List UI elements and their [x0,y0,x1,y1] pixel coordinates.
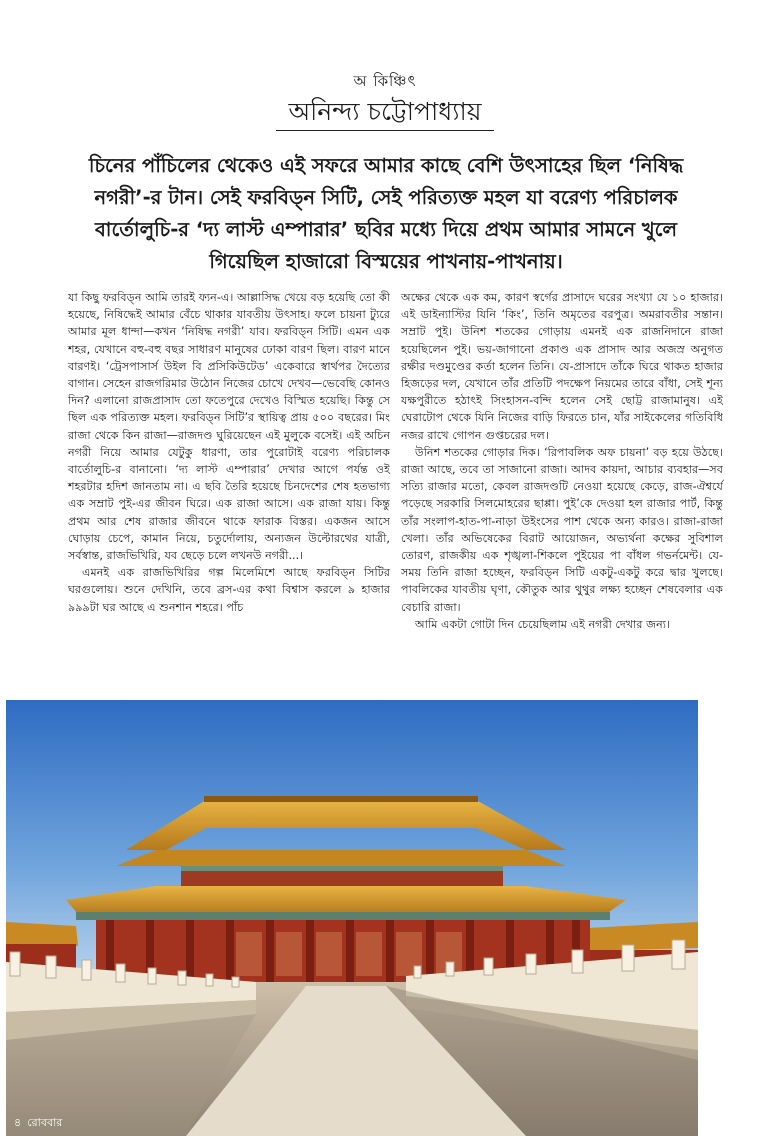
page-number: ৪ [14,1116,22,1129]
page-folio [14,1114,62,1133]
column-kicker: অ কিঞ্চিৎ [353,72,417,90]
paragraph: উনিশ শতকের গোড়ার দিক। ‘রিপাবলিক অফ চায়না’ বড় হয়ে উঠছে। রাজা আছে, তবে তা সাজানো রাজা। আদব কায়দা, আচার ব্যবহার—সব সত্যি রাজার মতো, কেবল রাজদণ্ডটি নেওয়া হয়েছে কেড়ে, রাজ-ঐশ্বর্যে পড়েছে সরকারি সিলমোহরের ছাপ্পা। পুই’কে দেওয়া হল রাজার পার্ট, কিন্তু তাঁর সংলাপ-হাত-পা-নাড়া উইংসের পাশ থেকে অন্য কারও। রাজা-রাজা খেলা। তাঁর অভিষেকের বিরাট আয়োজন, অভ্যর্থনা কক্ষের সুবিশাল তোরণ, রাজকীয় এক শৃঙ্খলা-শিকলে পুইয়ের পা বাঁধল গভর্নমেন্ট। যে-সময় তিনি রাজা হচ্ছেন, ফরবিড্‌ন সিটি একটু-একটু করে দ্বার খুলছে। পাবলিকের যাবতীয় ঘৃণা, কৌতুক আর থুথুর লক্ষ্য হচ্ছেন শেষবেলার এক বেচারি রাজা। [401,445,723,614]
title-rule [276,130,494,131]
paragraph: অক্ষের থেকে এক কম, কারণ স্বর্গের প্রাসাদে ঘরের সংখ্যা যে ১০ হাজার। এই ডাইন্যাস্টির যিনি ‘কিং’, তিনি অমৃতের বরপুত্র। অমরাবতীর সন্তান। সম্রাট পুই। উনিশ শতকের গোড়ায় এমনই এক রাজনিদানে রাজা হয়েছিলেন পুই। ভয়-জাগানো প্রকাণ্ড এক প্রাসাদ আর অজস্র অনুগত রক্ষীর দণ্ডমুণ্ডের কর্তা হলেন তিনি। যে-প্রাসাদে তাঁকে ঘিরে থাকত হাজার হিজড়ের দল, যেখানে তাঁর প্রতিটি পদক্ষেপ নিয়মের তারে বাঁধা, সেই শূন্য যক্ষপুরীতে হঠাৎই সিংহাসন-বন্দি হলেন সেই ছোট্ট রাজামানুষ। এই ঘেরাটোপ থেকে যিনি নিজের বাড়ি ফিরতে চান, যাঁর সাইকেলের গতিবিধি নজর রাখে গোপন গুপ্তচরের দল। [401,291,723,442]
paragraph: যা কিছু ফরবিড্‌ন আমি তারই ফ্যন-এ। আল্লাসিদ্ধ খেয়ে বড় হয়েছি তো কী হয়েছে, নিষিদ্ধেই আমার বেঁচে থাকার যাবতীয় উৎসাহ। ফলে চায়না ট্যুরে আমার মূল ধান্দা—কখন ‘নিষিদ্ধ নগরী’ যাব। ফরবিড্‌ন সিটি। এমন এক শহর, যেখানে বহু-বহু বছর সাধারণ মানুষের ঢোকা বারণ ছিল। বারণ মানে বারণই। ‘ট্রেসপাসার্স উইল বি প্রসিকিউটেড’ একেবারে স্বার্থপর দৈত্যের বাগান। সেহেন রাজগরিমার উঠোন নিজের চোখে দেখব—ভেবেছি কোনও দিন? এলানো রাজপ্রাসাদ তো ফতেপুরে দেখেও বিস্মিত হয়েছি। কিন্তু সে ছিল এক পরিত্যক্ত মহল। ফরবিড্‌ন সিটি’র স্থায়িত্ব প্রায় ৫০০ বছরের। মিং রাজা থেকে কিন রাজা—রাজদণ্ড ঘুরিয়েছেন এই মুলুকে বসেই। এই অচিন নগরী নিয়ে আমার যেটুকু ধারণা, তার পুরোটাই বরেণ্য পরিচালক বার্তোলুচি-র বানানো। ‘দ্য লাস্ট এম্পারার’ দেখার আগে পর্যন্ত ওই শহরটার হদিশ জানতাম না। এ ছবি তৈরি হয়েছে চিনদেশের শেষ হতভাগ্য এক সম্রাট পুই-এর জীবন ঘিরে। এক রাজা আসে। এক রাজা যায়। কিন্তু প্রথম আর শেষ রাজার জীবনে থাকে ফারাক বিস্তর। একজন আসে ঘোড়ায় চেপে, কামান নিয়ে, চতুর্দোলায়, অন্যজন উল্টোরথের যাত্রী, সর্বস্বান্ত, রাজভিখিরি, যব ছেড়ে চলে লখনউ নগরী...। [68,291,390,563]
palace-illustration [6,700,698,1136]
article-column-left [68,289,390,616]
paragraph: এমনই এক রাজভিখিরির গল্প মিলেমিশে আছে ফরবিড্‌ন সিটির ঘরগুলোয়। শুনে দেখিনি, তবে ব্রস-এর কথা বিশ্বাস করলে ৯ হাজার ৯৯৯টা ঘর আছে এ শুনশান শহরে। পাঁচ [68,566,390,614]
author-name: অনিন্দ্য চট্টোপাধ্যায় [288,97,482,126]
palace-lower-roof [66,886,626,914]
side-hall-left-roof [6,922,78,946]
intro-paragraph: চিনের পাঁচিলের থেকেও এই সফরে আমার কাছে বেশি উৎসাহের ছিল ‘নিষিদ্ধ নগরী’-র টান। সেই ফরবিড্‌ন সিটি, সেই পরিত্যক্ত মহল যা বরেণ্য পরিচালক বার্তোলুচি-র ‘দ্য লাস্ট এম্পারার’ ছবির মধ্যে দিয়ে প্রথম আমার সামনে খুলে গিয়েছিল হাজারো বিস্ময়ের পাখনায়-পাখনায়। [88,154,684,273]
magazine-name: রোববার [27,1116,63,1129]
paragraph: আমি একটা গোটা দিন চেয়েছিলাম এই নগরী দেখার জন্য। [415,617,671,631]
article-column-right [401,289,723,633]
forbidden-city-photo [6,700,698,1136]
